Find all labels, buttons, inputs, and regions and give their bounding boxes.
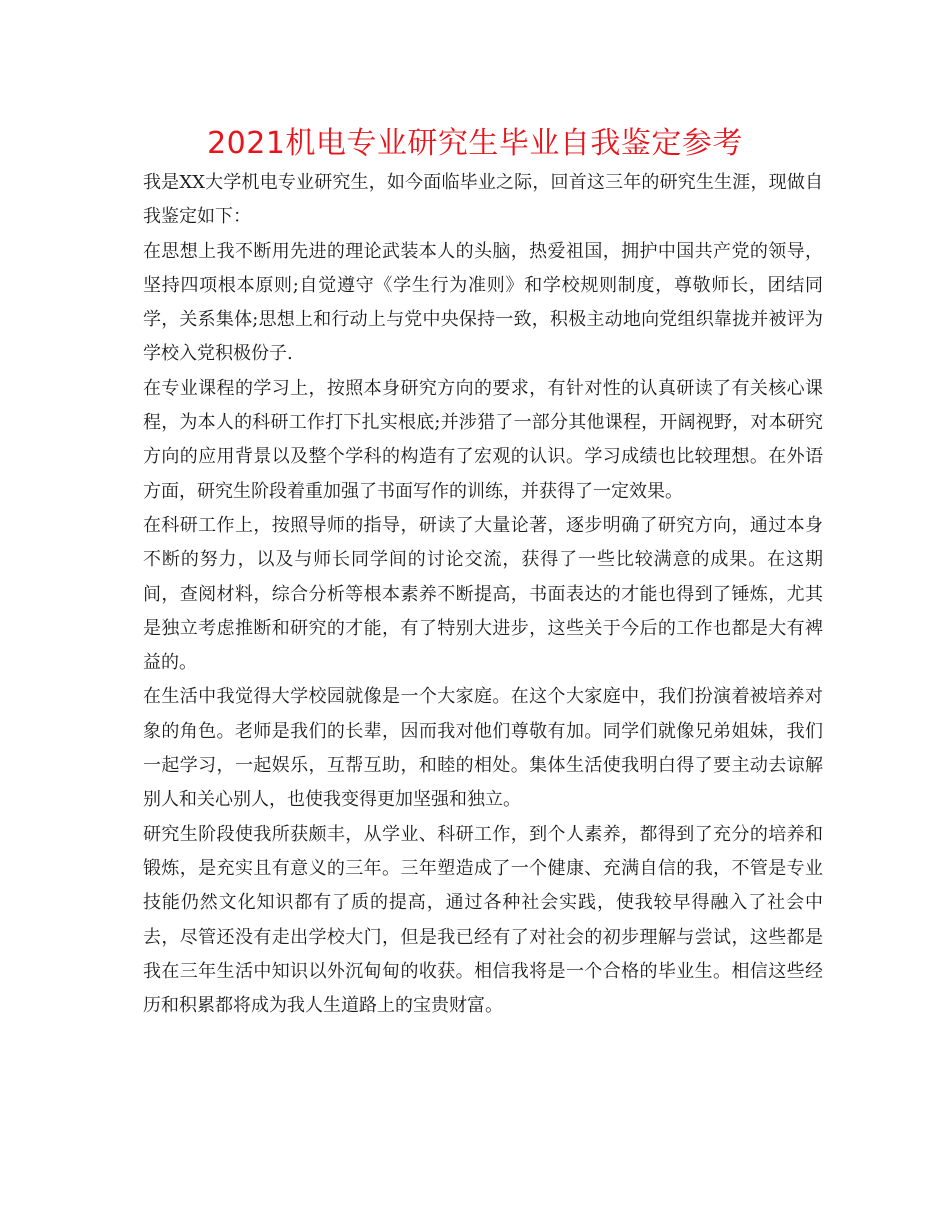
document-body [143,166,823,1023]
paragraph-coursework: 在专业课程的学习上，按照本身研究方向的要求，有针对性的认真研读了有关核心课程，为本人的科研工作打下扎实根底;并涉猎了一部分其他课程，开阔视野，对本研究方向的应用背景以及整个学科的构造有了宏观的认识。学习成绩也比较理想。在外语方面，研究生阶段着重加强了书面写作的训练，并获得了一定效果。 [143,377,823,502]
paragraph-research: 在科研工作上，按照导师的指导，研读了大量论著，逐步明确了研究方向，通过本身不断的努力，以及与师长同学间的讨论交流，获得了一些比较满意的成果。在这期间，查阅材料，综合分析等根本素养不断提高，书面表达的才能也得到了锤炼，尤其是独立考虑推断和研究的才能，有了特别大进步，这些关于今后的工作也都是大有裨益的。 [143,514,823,674]
paragraph-campus-life: 在生活中我觉得大学校园就像是一个大家庭。在这个大家庭中，我们扮演着被培养对象的角色。老师是我们的长辈，因而我对他们尊敬有加。同学们就像兄弟姐妹，我们一起学习，一起娱乐，互帮互助，和睦的相处。集体生活使我明白得了要主动去谅解别人和关心别人，也使我变得更加坚强和独立。 [143,686,823,811]
document-title: 2021机电专业研究生毕业自我鉴定参考 [207,126,743,161]
paragraph-ideology: 在思想上我不断用先进的理论武装本人的头脑，热爱祖国，拥护中国共产党的领导，坚持四项根本原则;自觉遵守《学生行为准则》和学校规则制度，尊敬师长，团结同学，关系集体;思想上和行动上与党中央保持一致，积极主动地向党组织靠拢并被评为学校入党积极份子. [143,240,823,365]
paragraph-intro: 我是XX大学机电专业研究生，如今面临毕业之际，回首这三年的研究生生涯，现做自我鉴定如下： [143,172,824,228]
paragraph-summary: 研究生阶段使我所获颇丰，从学业、科研工作，到个人素养，都得到了充分的培养和锻炼，是充实且有意义的三年。三年塑造成了一个健康、充满自信的我，不管是专业技能仍然文化知识都有了质的提高，通过各种社会实践，使我较早得融入了社会中去，尽管还没有走出学校大门，但是我已经有了对社会的初步理解与尝试，这些都是我在三年生活中知识以外沉甸甸的收获。相信我将是一个合格的毕业生。相信这些经历和积累都将成为我人生道路上的宝贵财富。 [143,823,823,1017]
